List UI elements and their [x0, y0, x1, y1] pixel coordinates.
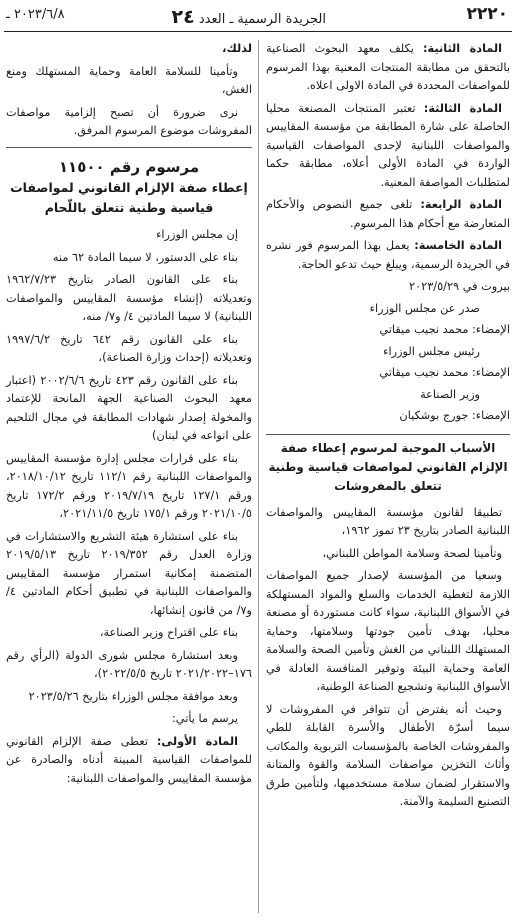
reasons-heading: الأسباب الموجبة لمرسوم إعطاء صفة الإلزام القانوني لمواصفات قياسية وطنية تتعلق بالمفروشات [266, 434, 510, 496]
gazette-title: الجريدة الرسمية ـ العدد ٢٤ [171, 6, 326, 28]
decree-number: مرسوم رقم ١١٥٠٠ [58, 157, 200, 176]
decrees-line: يرسم ما يأتي: [172, 712, 238, 725]
minister-title: وزير الصناعة [420, 387, 480, 401]
left-paragraph-2: نرى ضرورة أن تصبح إلزامية مواصفات المفروشات موضوع المرسوم المرفق. [6, 105, 252, 137]
header-rule [4, 31, 512, 32]
article-5: المادة الخامسة: يعمل بهذا المرسوم فور نشره في الجريدة الرسمية، ويبلغ حيث تدعو الحاجة. [266, 239, 510, 271]
basis-5: بناء على قرارات مجلس إدارة مؤسسة المقاييس والمواصفات اللبنانية رقم ١١٢/١ تاريخ ٢٠١٨/١٠/١٢، ورقم ١٢٧/١ تاريخ ٢٠١٩/٧/١٩ ورقم ١٧٢/٢ تاريخ ٢٠٢١/١٠/٥ ورقم ١٧٥/١ تاريخ ٢٠٢١/١١/٥، [6, 451, 253, 520]
basis-8: وبعد استشارة مجلس شورى الدولة (الرأي رقم ١٧٦–٢٠٢١/٢٠٢٢ تاريخ ٢٠٢٢/٥/٥)، [6, 648, 252, 680]
page-number: ٢٢٢٠ [466, 4, 508, 24]
basis-3: بناء على القانون رقم ٦٤٢ تاريخ ١٩٩٧/٦/٢ وتعديلاته (إحداث وزارة الصناعة)، [6, 332, 252, 364]
article-2: المادة الثانية: يكلف معهد البحوث الصناعية بالتحقق من مطابقة المنتجات المعنية بهذا المرسوم للمواصفات المحددة في المادة الاولى اعلاه. [266, 42, 510, 92]
article-4: المادة الرابعة: تلغى جميع النصوص والأحكام المتعارضة مع أحكام هذا المرسوم. [266, 198, 510, 230]
basis-6: بناء على استشارة هيئة التشريع والاستشارات في وزارة العدل رقم ٢٠١٩/٣٥٢ تاريخ ٢٠١٩/٥/١٣ المتضمنة إمكانية استمرار مؤسسة المقاييس والمواصفات اللبنانية في تطبيق أحكام المادتين ٤/ و٧/ من قانون إنشائها، [6, 529, 252, 617]
decree-separator [6, 147, 252, 148]
page-header [0, 0, 516, 33]
basis-4: بناء على القانون رقم ٤٢٣ تاريخ ٢٠٠٢/٦/٦ (اعتبار معهد البحوث الصناعية الجهة المانحة للإعتماد والمخولة إصدار شهادات المطابقة في مجال التلحيم على انواعه في لبنان) [6, 373, 252, 442]
column-divider [258, 40, 259, 913]
basis-7: بناء على اقتراح وزير الصناعة، [99, 626, 238, 639]
therefore-label: لذلك، [222, 42, 252, 55]
left-column [6, 40, 252, 792]
basis-1: بناء على الدستور، لا سيما المادة ٦٢ منه [52, 250, 238, 264]
signature-3: الإمضاء: جورج بوشكيان [399, 409, 510, 422]
issue-date: ٢٠٢٣/٦/٨ ـ [6, 7, 65, 22]
article-3: المادة الثالثة: تعتبر المنتجات المصنعة محليا الحاصلة على شارة المطابقة من مؤسسة المقاييس والمواصفات اللبنانية لإحدى المواصفات القياسية الواردة في المادة الأولى أعلاه، مطابقة حكما لمتطلبات المواصفة المعنية. [266, 101, 510, 189]
article-1: المادة الأولى: تعطى صفة الإلزام القانوني للمواصفات القياسية المبينة أدناه والصادرة عن مؤسسة المقاييس والمواصفات اللبنانية: [6, 734, 252, 785]
reasons-paragraph-2: وتأمينا لصحة وسلامة المواطن اللبناني، [322, 546, 502, 560]
signature-1: الإمضاء: محمد نجيب ميقاتي [379, 323, 510, 336]
basis-9: وبعد موافقة مجلس الوزراء بتاريخ ٢٠٢٣/٥/٢٦ [28, 689, 238, 703]
issued-by: صدر عن مجلس الوزراء [369, 301, 480, 315]
place-date: بيروت في ٢٠٢٣/٥/٢٩ [409, 280, 510, 293]
basis-2: بناء على القانون الصادر بتاريخ ١٩٦٢/٧/٢٣ وتعديلاته (إنشاء مؤسسة المقاييس والمواصفات اللبنانية) لا سيما المادتين ٤/ و٧/ منه، [6, 273, 252, 323]
right-column [266, 40, 510, 816]
signature-2: الإمضاء: محمد نجيب ميقاتي [379, 366, 510, 379]
reasons-paragraph-3: وسعيا من المؤسسة لإصدار جميع المواصفات اللازمة لتغطية الخدمات والسلع والمواد المستهلكة في الأسواق اللبنانية، سواء كانت مستوردة أو مصنعة محليا، بهدف تأمين جودتها وسلامتها، وحماية المستهلك اللبناني من الغش وتأمين الصحة والسلامة العامة وحماية البيئة وتوفير المنافسة العادلة في الأسواق اللبنانية وتشجيع الصناعة الوطنية، [266, 569, 510, 693]
decree-title: إعطاء صفة الإلزام القانوني لمواصفات قياسية وطنية تتعلق باللّحام [10, 180, 248, 215]
left-paragraph-1: وتأمينا للسلامة العامة وحماية المستهلك ومنع الغش، [6, 64, 252, 96]
reasons-paragraph-1: تطبيقا لقانون مؤسسة المقاييس والمواصفات اللبنانية الصادر بتاريخ ٢٣ تموز ١٩٦٢، [266, 505, 510, 537]
council-line: إن مجلس الوزراء [156, 228, 238, 241]
reasons-paragraph-4: وحيث أنه يفترض أن تتوافر في المفروشات لا سيما أسرّة الأطفال والأسرة القابلة للطي والمفروشات الخاصة بالمؤسسات التربوية والمكاتب وأثاث التخزين مواصفات السلامة والقوة والمتانة والاستقرار لضمان سلامة مستخدميها، ولتأمين طرق التصنيع السليمة والآمنة. [266, 702, 510, 808]
issue-number: ٢٤ [171, 6, 195, 28]
pm-title: رئيس مجلس الوزراء [383, 344, 480, 358]
